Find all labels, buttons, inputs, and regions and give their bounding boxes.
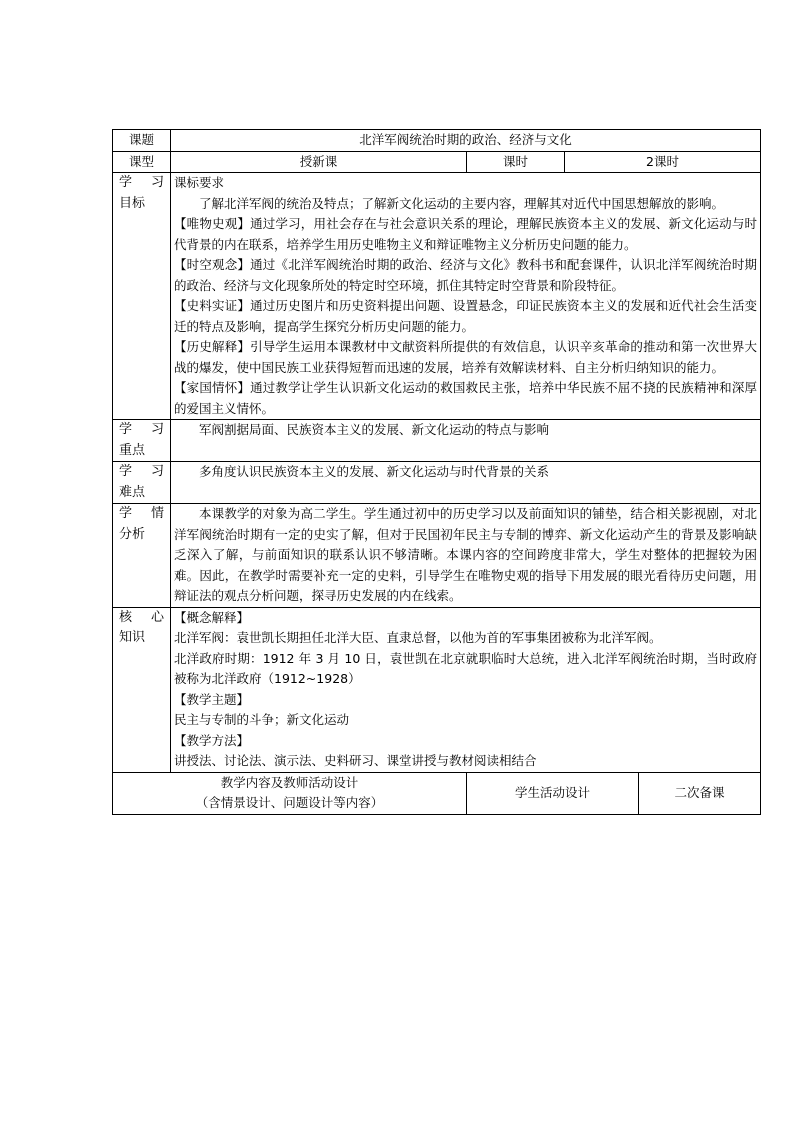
difficulties-row bbox=[113, 462, 761, 504]
student-design-header: 学生活动设计 bbox=[467, 772, 639, 814]
type-value: 授新课 bbox=[171, 151, 467, 173]
analysis-label-line2: 分析 bbox=[119, 526, 146, 542]
core-row bbox=[113, 607, 761, 772]
objectives-heading: 课标要求 bbox=[174, 175, 225, 190]
secondary-prep-header: 二次备课 bbox=[639, 772, 761, 814]
objectives-content bbox=[171, 173, 761, 420]
lesson-plan-table bbox=[112, 129, 761, 815]
difficulties-label-line1: 学 习 bbox=[119, 464, 164, 479]
objectives-row bbox=[113, 173, 761, 420]
type-label: 课型 bbox=[113, 151, 171, 173]
hours-value: 2课时 bbox=[565, 151, 761, 173]
objectives-label bbox=[113, 173, 171, 420]
concept-beiyang-warlords: 北洋军阀：袁世凯长期担任北洋大臣、直隶总督，以他为首的军事集团被称为北洋军阀。 bbox=[174, 630, 662, 645]
objective-item-evidence: 【史料实证】通过历史图片和历史资料提出问题、设置悬念，印证民族资本主义的发展和近代社会生活变迁的特点及影响，提高学生探究分析历史问题的能力。 bbox=[174, 298, 758, 334]
objectives-label-line1: 学 习 bbox=[119, 175, 164, 190]
core-content bbox=[171, 607, 761, 772]
key-points-row bbox=[113, 420, 761, 462]
objectives-label-line2: 目标 bbox=[119, 195, 146, 211]
teacher-design-line1: 教学内容及教师活动设计 bbox=[220, 774, 359, 790]
topic-row bbox=[113, 130, 761, 152]
type-row bbox=[113, 151, 761, 173]
objective-item-spacetime: 【时空观念】通过《北洋军阀统治时期的政治、经济与文化》教科书和配套课件，认识北洋军阀统治时期的政治、经济与文化现象所处的特定时空环境，抓住其特定时空背景和阶段特征。 bbox=[174, 257, 758, 293]
hours-label: 课时 bbox=[467, 151, 565, 173]
objective-item-patriotism: 【家国情怀】通过教学让学生认识新文化运动的救国救民主张，培养中华民族不屈不挠的民族精神和深厚的爱国主义情怀。 bbox=[174, 380, 758, 416]
theme-text: 民主与专制的斗争；新文化运动 bbox=[174, 712, 350, 727]
teacher-design-line2: （含情景设计、问题设计等内容） bbox=[195, 795, 384, 810]
difficulties-text: 多角度认识民族资本主义的发展、新文化运动与时代背景的关系 bbox=[171, 462, 761, 504]
key-points-label-line2: 重点 bbox=[119, 442, 146, 458]
core-label-line1: 核 心 bbox=[119, 609, 164, 625]
topic-value: 北洋军阀统治时期的政治、经济与文化 bbox=[171, 130, 761, 152]
core-label-line2: 知识 bbox=[119, 630, 146, 645]
difficulties-label-line2: 难点 bbox=[119, 484, 146, 500]
analysis-text: 本课教学的对象为高二学生。学生通过初中的历史学习以及前面知识的铺垫，结合相关影视剧，对北洋军阀统治时期有一定的史实了解，但对于民国初年民主与专制的博弈、新文化运动产生的背景及影响缺乏深入了解，与前面知识的联系认识不够清晰。本课内容的空间跨度非常大，学生对整体的把握较为困难。因此，在教学时需要补充一定的史料，引导学生在唯物史观的指导下用发展的眼光看待历史问题，用辩证法的观点分析问题，探寻历史发展的内在线索。 bbox=[174, 506, 758, 603]
objective-item-interpretation: 【历史解释】引导学生运用本课教材中文献资料所提供的有效信息，认识辛亥革命的推动和第一次世界大战的爆发，使中国民族工业获得短暂而迅速的发展，培养有效解读材料、自主分析归纳知识的能力。 bbox=[174, 339, 758, 375]
method-heading: 【教学方法】 bbox=[174, 732, 250, 748]
objectives-standard: 了解北洋军阀的统治及特点；了解新文化运动的主要内容，理解其对近代中国思想解放的影响。 bbox=[199, 195, 725, 211]
key-points-label-line1: 学 习 bbox=[119, 422, 164, 437]
teacher-design-header bbox=[113, 772, 467, 814]
concept-beiyang-government: 北洋政府时期：1912 年 3 月 10 日，袁世凯在北京就职临时大总统，进入北洋军阀统治时期，当时政府被称为北洋政府（1912~1928） bbox=[174, 650, 758, 686]
analysis-label bbox=[113, 504, 171, 608]
analysis-label-line1: 学 情 bbox=[119, 506, 164, 521]
method-text: 讲授法、讨论法、演示法、史料研习、课堂讲授与教材阅读相结合 bbox=[174, 753, 537, 768]
key-points-label bbox=[113, 420, 171, 462]
design-header-row bbox=[113, 772, 761, 814]
theme-heading: 【教学主题】 bbox=[174, 691, 250, 707]
difficulties-label bbox=[113, 462, 171, 504]
analysis-content bbox=[171, 504, 761, 608]
core-label bbox=[113, 607, 171, 772]
concept-heading: 【概念解释】 bbox=[174, 609, 250, 625]
topic-label: 课题 bbox=[113, 130, 171, 152]
objective-item-materialism: 【唯物史观】通过学习，用社会存在与社会意识关系的理论，理解民族资本主义的发展、新文化运动与时代背景的内在联系，培养学生用历史唯物主义和辩证唯物主义分析历史问题的能力。 bbox=[174, 216, 758, 252]
key-points-text: 军阀割据局面、民族资本主义的发展、新文化运动的特点与影响 bbox=[171, 420, 761, 462]
analysis-row bbox=[113, 504, 761, 608]
